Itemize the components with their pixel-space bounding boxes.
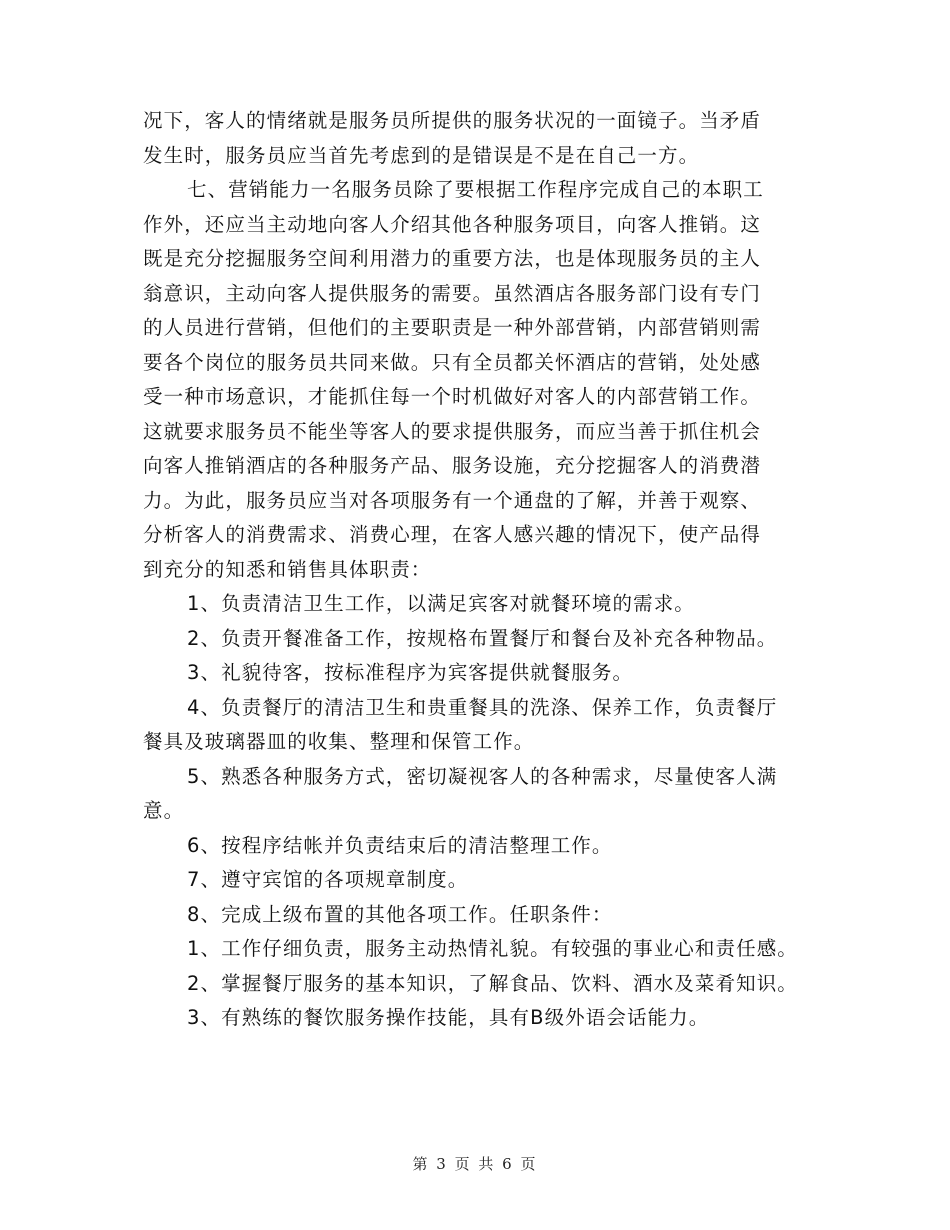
text-line: 向客人推销酒店的各种服务产品、服务设施，充分挖掘客人的消费潜 — [143, 454, 762, 477]
text-line: 8、完成上级布置的其他各项工作。任职条件： — [187, 902, 613, 926]
text-line: 作外，还应当主动地向客人介绍其他各种服务项目，向客人推销。这 — [143, 212, 762, 236]
text-line: 分析客人的消费需求、消费心理，在客人感兴趣的情况下，使产品得 — [143, 523, 762, 546]
text-line: 七、营销能力一名服务员除了要根据工作程序完成自己的本职工 — [187, 178, 764, 201]
text-line: 1、工作仔细负责，服务主动热情礼貌。有较强的事业心和责任感。 — [187, 937, 798, 960]
text-line: 到充分的知悉和销售具体职责： — [143, 557, 432, 581]
text-line: 5、熟悉各种服务方式，密切凝视客人的各种需求，尽量使客人满 — [187, 764, 778, 788]
text-line: 受一种市场意识，才能抓住每一个时机做好对客人的内部营销工作。 — [143, 385, 762, 408]
text-line: 2、掌握餐厅服务的基本知识，了解食品、饮料、酒水及菜肴知识。 — [187, 971, 798, 995]
text-line: 3、有熟练的餐饮服务操作技能，具有B级外语会话能力。 — [187, 1006, 710, 1029]
text-line: 2、负责开餐准备工作，按规格布置餐厅和餐台及补充各种物品。 — [187, 626, 778, 650]
text-line: 3、礼貌待客，按标准程序为宾客提供就餐服务。 — [187, 661, 634, 684]
text-line: 要各个岗位的服务员共同来做。只有全员都关怀酒店的营销，处处感 — [143, 350, 762, 374]
document-body — [143, 104, 833, 1036]
text-line: 餐具及玻璃器皿的收集、整理和保管工作。 — [143, 730, 535, 753]
text-line: 况下，客人的情绪就是服务员所提供的服务状况的一面镜子。当矛盾 — [143, 109, 762, 132]
text-line: 翁意识，主动向客人提供服务的需要。虽然酒店各服务部门设有专门 — [143, 281, 762, 305]
text-line: 这就要求服务员不能坐等客人的要求提供服务，而应当善于抓住机会 — [143, 419, 762, 443]
text-line: 既是充分挖掘服务空间利用潜力的重要方法，也是体现服务员的主人 — [143, 247, 762, 270]
text-line: 7、遵守宾馆的各项规章制度。 — [187, 868, 469, 891]
text-line: 1、负责清洁卫生工作，以满足宾客对就餐环境的需求。 — [187, 592, 695, 615]
text-line: 4、负责餐厅的清洁卫生和贵重餐具的洗涤、保养工作，负责餐厅 — [187, 695, 778, 719]
page-number-footer: 第 3 页 共 6 页 — [412, 1155, 538, 1173]
text-line: 力。为此，服务员应当对各项服务有一个通盘的了解，并善于观察、 — [143, 488, 762, 512]
text-line: 6、按程序结帐并负责结束后的清洁整理工作。 — [187, 833, 613, 857]
text-line: 的人员进行营销，但他们的主要职责是一种外部营销，内部营销则需 — [143, 316, 762, 339]
text-line: 发生时，服务员应当首先考虑到的是错误是不是在自己一方。 — [143, 143, 700, 167]
text-line: 意。 — [143, 799, 185, 822]
